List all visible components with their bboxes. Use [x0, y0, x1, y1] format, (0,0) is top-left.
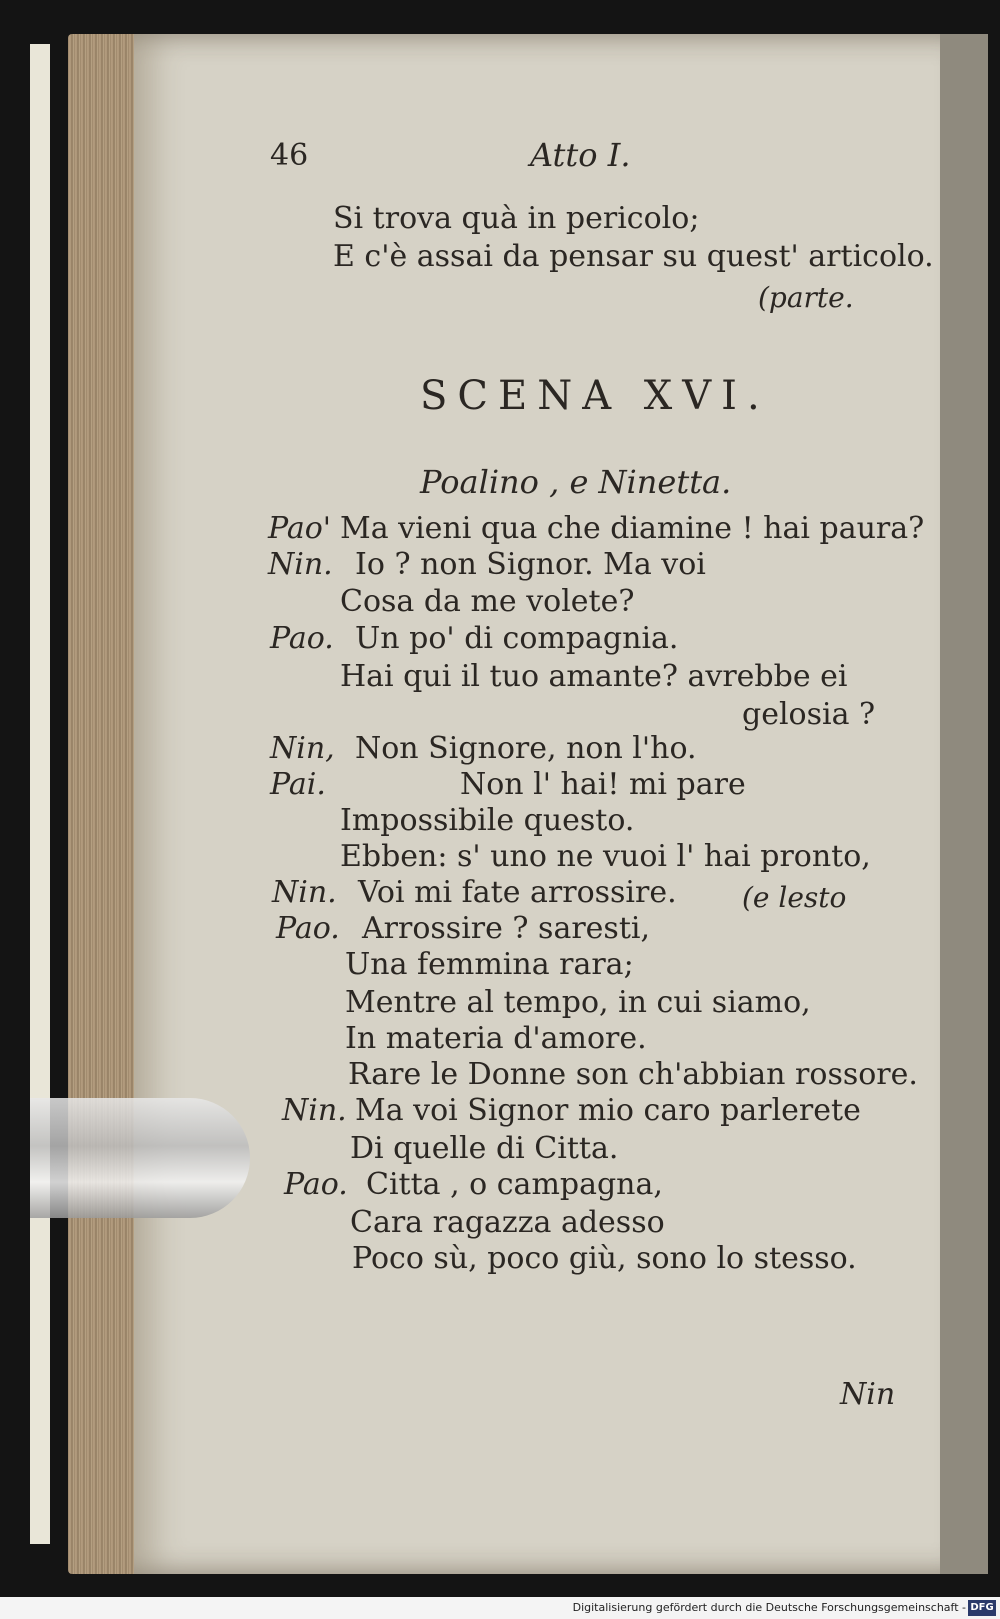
speaker-label: Nin.: [272, 875, 337, 910]
verse-line: Ma voi Signor mio caro parlerete: [355, 1093, 861, 1128]
verse-line: Citta , o campagna,: [366, 1167, 663, 1202]
catchword: Nin: [840, 1377, 896, 1412]
facing-page-edge: [940, 34, 988, 1574]
verse-line: Impossibile questo.: [340, 803, 635, 838]
verse-line: Non Signore, non l'ho.: [355, 731, 697, 766]
speaker-label: Pai.: [270, 767, 326, 802]
scene-characters: Poalino , e Ninetta.: [420, 463, 732, 501]
speaker-label: Pao.: [284, 1167, 348, 1202]
stage-direction: (e lesto: [742, 881, 847, 914]
digitization-credit: Digitalisierung gefördert durch die Deutsche Forschungsgemeinschaft -: [572, 1601, 966, 1614]
glass-clip: [30, 1098, 250, 1218]
verse-line: Di quelle di Citta.: [350, 1131, 619, 1166]
scene-heading: SCENA XVI.: [420, 373, 770, 419]
verse-line: Rare le Donne son ch'abbian rossore.: [348, 1057, 918, 1092]
verse-line: Cara ragazza adesso: [350, 1205, 665, 1240]
verse-line: In materia d'amore.: [345, 1021, 647, 1056]
underlying-page-edge: [30, 44, 50, 1544]
speaker-label: Pao': [268, 511, 332, 546]
speaker-label: Nin.: [268, 547, 333, 582]
verse-line: Voi mi fate arrossire.: [358, 875, 677, 910]
speaker-label: Nin,: [270, 731, 335, 766]
dfg-logo: DFG: [968, 1600, 996, 1616]
page-number: 46: [270, 138, 309, 173]
verse-line: Cosa da me volete?: [340, 584, 635, 619]
verse-line: E c'è assai da pensar su quest' articolo.: [333, 239, 934, 274]
verse-line: gelosia ?: [742, 697, 876, 732]
verse-line: Un po' di compagnia.: [355, 621, 679, 656]
verse-line: Non l' hai! mi pare: [460, 767, 746, 802]
stage-direction: (parte.: [758, 281, 854, 314]
speaker-label: Nin.: [282, 1093, 347, 1128]
verse-line: Ebben: s' uno ne vuoi l' hai pronto,: [340, 839, 871, 874]
speaker-label: Pao.: [270, 621, 334, 656]
verse-line: Poco sù, poco giù, sono lo stesso.: [352, 1241, 857, 1276]
running-title: Atto I.: [530, 136, 631, 174]
verse-line: Si trova quà in pericolo;: [333, 201, 700, 236]
verse-line: Io ? non Signor. Ma voi: [355, 547, 706, 582]
verse-line: Hai qui il tuo amante? avrebbe ei: [340, 659, 848, 694]
verse-line: Mentre al tempo, in cui siamo,: [345, 985, 811, 1020]
verse-line: Una femmina rara;: [345, 947, 634, 982]
verse-line: Ma vieni qua che diamine ! hai paura?: [340, 511, 925, 546]
verse-line: Arrossire ? saresti,: [362, 911, 651, 946]
speaker-label: Pao.: [276, 911, 340, 946]
